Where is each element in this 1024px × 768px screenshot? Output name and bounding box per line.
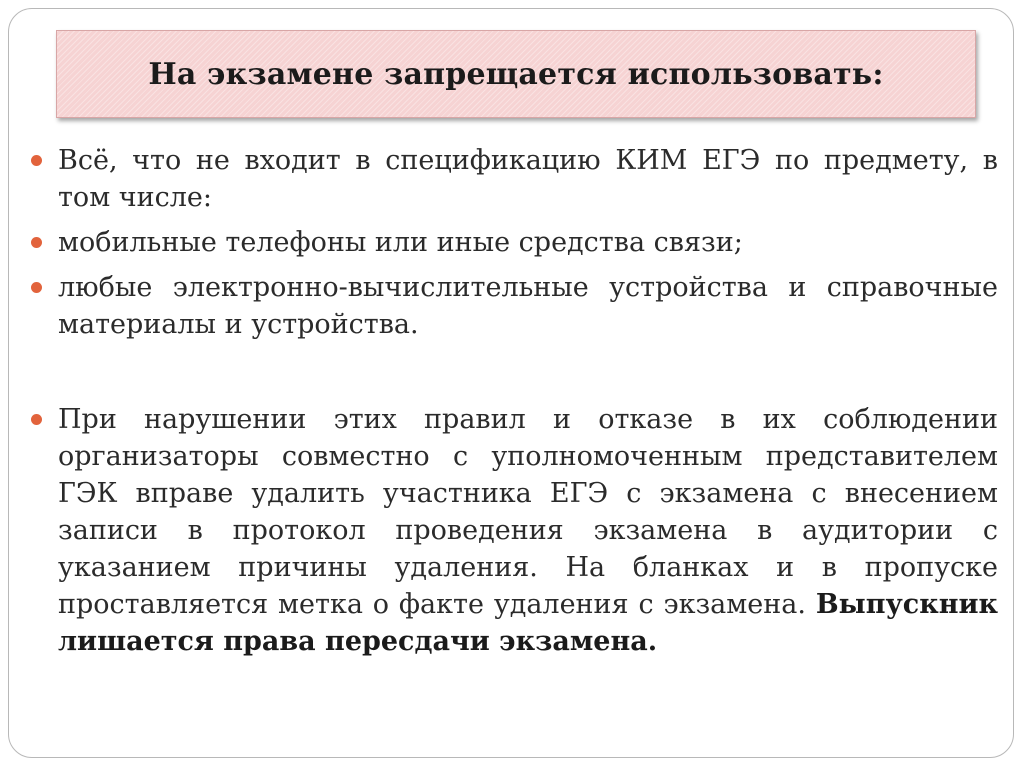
bullet-dot-icon	[31, 282, 42, 293]
bullet-dot-icon	[31, 237, 42, 248]
bullet-item	[30, 142, 998, 216]
bullet-item	[30, 224, 998, 261]
bullet-text: Всё, что не входит в спецификацию КИМ ЕГЭ по предмету, в том числе:	[58, 145, 998, 213]
bullet-text: При нарушении этих правил и отказе в их соблюдении организаторы совместно с уполномоченным представителем ГЭК вправе удалить участника ЕГЭ с экзамена с внесением записи в протокол проведения экзамена в аудитории с указанием причины удаления. На бланках и в пропуске проставляется метка о факте удаления с экзамена.	[58, 404, 998, 620]
bullet-item	[30, 269, 998, 343]
bullet-dot-icon	[31, 414, 42, 425]
bullet-dot-icon	[31, 155, 42, 166]
slide-title: На экзамене запрещается использовать:	[148, 56, 884, 92]
title-banner	[56, 30, 976, 118]
bullet-text: любые электронно-вычислительные устройства и справочные материалы и устройства.	[58, 272, 998, 340]
slide-body	[30, 142, 998, 660]
bullet-bold-text: Выпускник лишается права пересдачи экзамена.	[58, 589, 998, 657]
bullet-item	[30, 401, 998, 660]
bullet-text: мобильные телефоны или иные средства связи;	[58, 227, 743, 258]
